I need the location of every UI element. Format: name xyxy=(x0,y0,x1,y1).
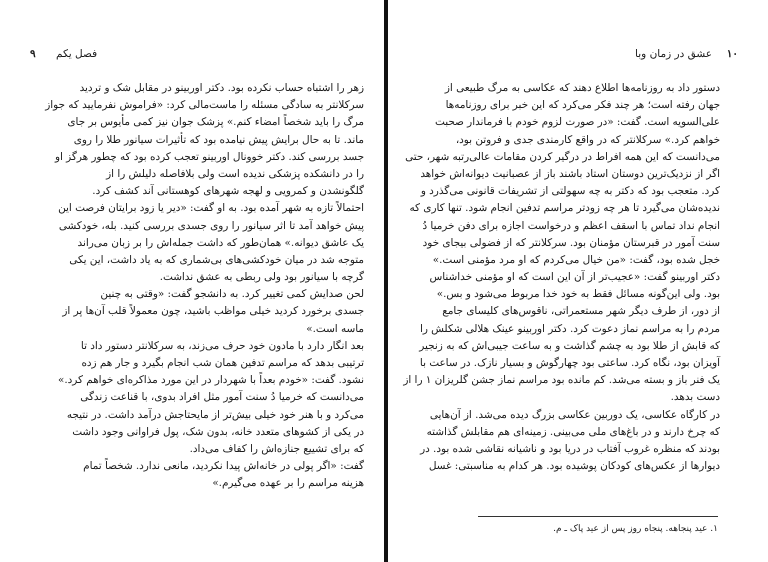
running-title: عشق در زمان وبا xyxy=(635,48,712,60)
text-line: سنت آمور در قبرستان مؤمنان بود. سرکلانتر که از فضولی بیجای خود xyxy=(422,236,720,249)
text-line: را در دانشکده پزشکی ندیده است ولی بلافاصله دلیلش را از xyxy=(106,167,364,180)
text-line: اگر از نزدیک‌ترین دوستان استاد باشند باز از عصبانیت دیوانه‌اش خواهد xyxy=(420,167,720,180)
text-line: متوجه شد در میان خودکشی‌های بی‌شماری که به یاد داشت، این یکی xyxy=(69,253,364,266)
text-line: خجل شده بود، گفت: «من خیال می‌کردم که او مرد مؤمنی است.» xyxy=(432,253,720,266)
footnote-rule xyxy=(478,516,718,517)
text-line: دستور داد به روزنامه‌ها اطلاع دهند که عکاسی به مرگ طبیعی از xyxy=(444,82,720,94)
text-line: در کارگاه عکاسی، یک دوربین عکاسی بزرگ دیده می‌شد. از آن‌هایی xyxy=(429,408,720,421)
text-line: پیش خواهد آمد تا اثر سیانور را روی جسدی بررسی کنید. بله، خودکشی xyxy=(58,219,364,232)
text-line: که قابش از طلا بود به چشم گذاشت و به ساعت جیبی‌اش که به زنجیر xyxy=(419,339,720,352)
text-line: دکتر اوربینو گفت: «عجیب‌تر از آن این است که او مؤمنی خداشناس xyxy=(429,271,720,284)
text-line: از دور، از طرف دیگر شهر مستعمراتی، ناقوس‌های کلیسای جامع xyxy=(442,305,720,318)
footnote: ۱. عید پنجاهه. پنجاه روز پس از عید پاک ـ م. xyxy=(553,524,718,534)
text-line: می‌دانست که این همه افراط در درگیر کردن مقامات عالی‌رتبه شهر، حتی xyxy=(405,150,720,163)
text-line: دیوارها از عکس‌های کودکان پوشیده بود. هر کدام به مناسبتی: غسل xyxy=(428,460,720,473)
text-line: می‌دانست که خرمیا دُ سنت آمور مثل افراد بدوی، با قناعت زندگی xyxy=(80,391,364,404)
text-line: ماند. تا به حال برایش پیش نیامده بود که تأثیرات سیانور طلا را روی xyxy=(73,133,364,146)
text-line: گفت: «اگر پولی در خانه‌اش پیدا نکردید، مانعی ندارد. شخصاً تمام xyxy=(83,460,364,473)
text-line: دست بدهد. xyxy=(670,391,720,404)
text-line: یک عاشق دیوانه.» همان‌طور که داشت جمله‌اش را بر زبان می‌راند xyxy=(77,236,364,249)
page-number: ۱۰ xyxy=(726,48,738,60)
text-line: ندیده‌شان می‌گیرد تا هر چه زودتر مراسم تدفین انجام شود. تنها کاری که xyxy=(409,202,720,215)
text-line: خواهم کرد.» سرکلانتر که در واقع کارمندی جدی و فروتن بود، xyxy=(455,133,720,146)
text-line: سرکلانتر به سادگی مسئله را ماست‌مالی کرد: «فراموش نفرمایید که جواز xyxy=(45,99,364,112)
text-line: بعد انگار دارد با مادون خود حرف می‌زند، به سرکلانتر دستور داد تا xyxy=(80,339,364,352)
text-line: گلگونشدن و کمرویی و لهجه شهرهای کوهستانی آند کشف کرد. xyxy=(92,185,364,198)
text-line: لحن صدایش کمی تغییر کرد. به دانشجو گفت: «وقتی به چنین xyxy=(100,288,364,301)
body-text xyxy=(45,80,364,493)
text-line: نشود. گفت: «خودم بعداً با شهردار در این مورد مذاکره‌ای خواهم کرد.» xyxy=(58,374,364,387)
text-line: احتمالاً تازه به شهر آمده بود. به او گفت: «دیر یا زود برایتان فرصت این xyxy=(58,202,364,215)
text-line: جسد بررسی کند. دکتر خوونال اوربینو تعجب کرده بود که چطور هرگز او xyxy=(54,150,364,163)
text-line: علی‌السویه است. گفت: «در صورت لزوم خودم با فرماندار صحبت xyxy=(435,116,720,129)
running-title: فصل یکم xyxy=(56,48,98,60)
text-line: که برای تشییع جنازه‌اش را کفاف می‌داد. xyxy=(189,442,364,455)
text-line: بود. ولی این‌گونه مسائل فقط به خود خدا مربوط می‌شود و بس.» xyxy=(436,288,720,301)
text-line: انجام نداد تماس با اسقف اعظم و درخواست اجازه برای دفن خرمیا دُ xyxy=(422,219,720,232)
text-line: بودند که منظره غروب آفتاب در دریا بود و ناشیانه نقاشی شده بود. در xyxy=(420,442,720,455)
text-line: گرچه با سیانور بود ولی ربطی به عشق نداشت. xyxy=(159,271,364,284)
text-line: کرد. متعجب بود که دکتر به چه سهولتی از تشریفات قانونی می‌گذرد و xyxy=(420,185,720,198)
text-line: جهان رفته است؛ هر چند فکر می‌کرد که این خبر برای روزنامه‌ها xyxy=(445,99,720,112)
text-line: آویزان بود، نگاه کرد. ساعتی بود چهارگوش و بسیار نازک. در ساعت با xyxy=(419,357,720,369)
text-line: ماسه است.» xyxy=(306,322,364,335)
text-line: یک فنر باز و بسته می‌شد. کم مانده بود مراسم نماز جشن گلریزان ۱ را از xyxy=(403,374,720,387)
text-line: که چرخ دارند و در باغ‌های ملی می‌بینی. زمینه‌ای هم مقابلش گذاشته xyxy=(426,425,720,438)
text-line: می‌کرد و با هنر خود خیلی بیش‌تر از مایحتاجش درآمد داشت. در نتیجه xyxy=(66,408,364,421)
page-number: ۹ xyxy=(30,48,36,60)
text-line: مرگ را باید شخصاً امضاء کنم.» پزشک جوان نیز کمی مأیوس بر جای xyxy=(67,116,364,129)
text-line: هزینه مراسم را بر عهده می‌گیرم.» xyxy=(212,477,364,490)
text-line: در یکی از کشوهای متعدد خانه، بدون شک، پول فراوانی وجود داشت xyxy=(72,425,364,438)
text-line: زهر را اشتباه حساب نکرده بود. دکتر اوربینو در مقابل شک و تردید xyxy=(79,82,364,94)
text-line: ترتیبی بدهد که مراسم تدفین همان شب انجام بگیرد و جار هم زده xyxy=(81,357,364,369)
body-text xyxy=(403,80,720,475)
text-line: جسدی برخورد کردید خیلی مواظب باشید، چون معمولاً قلب آن‌ها پر از xyxy=(62,305,364,318)
right-page xyxy=(388,0,768,562)
text-line: مردم را به مراسم نماز دعوت کرد. دکتر اوربینو عینک هلالی شکلش را xyxy=(419,322,720,335)
